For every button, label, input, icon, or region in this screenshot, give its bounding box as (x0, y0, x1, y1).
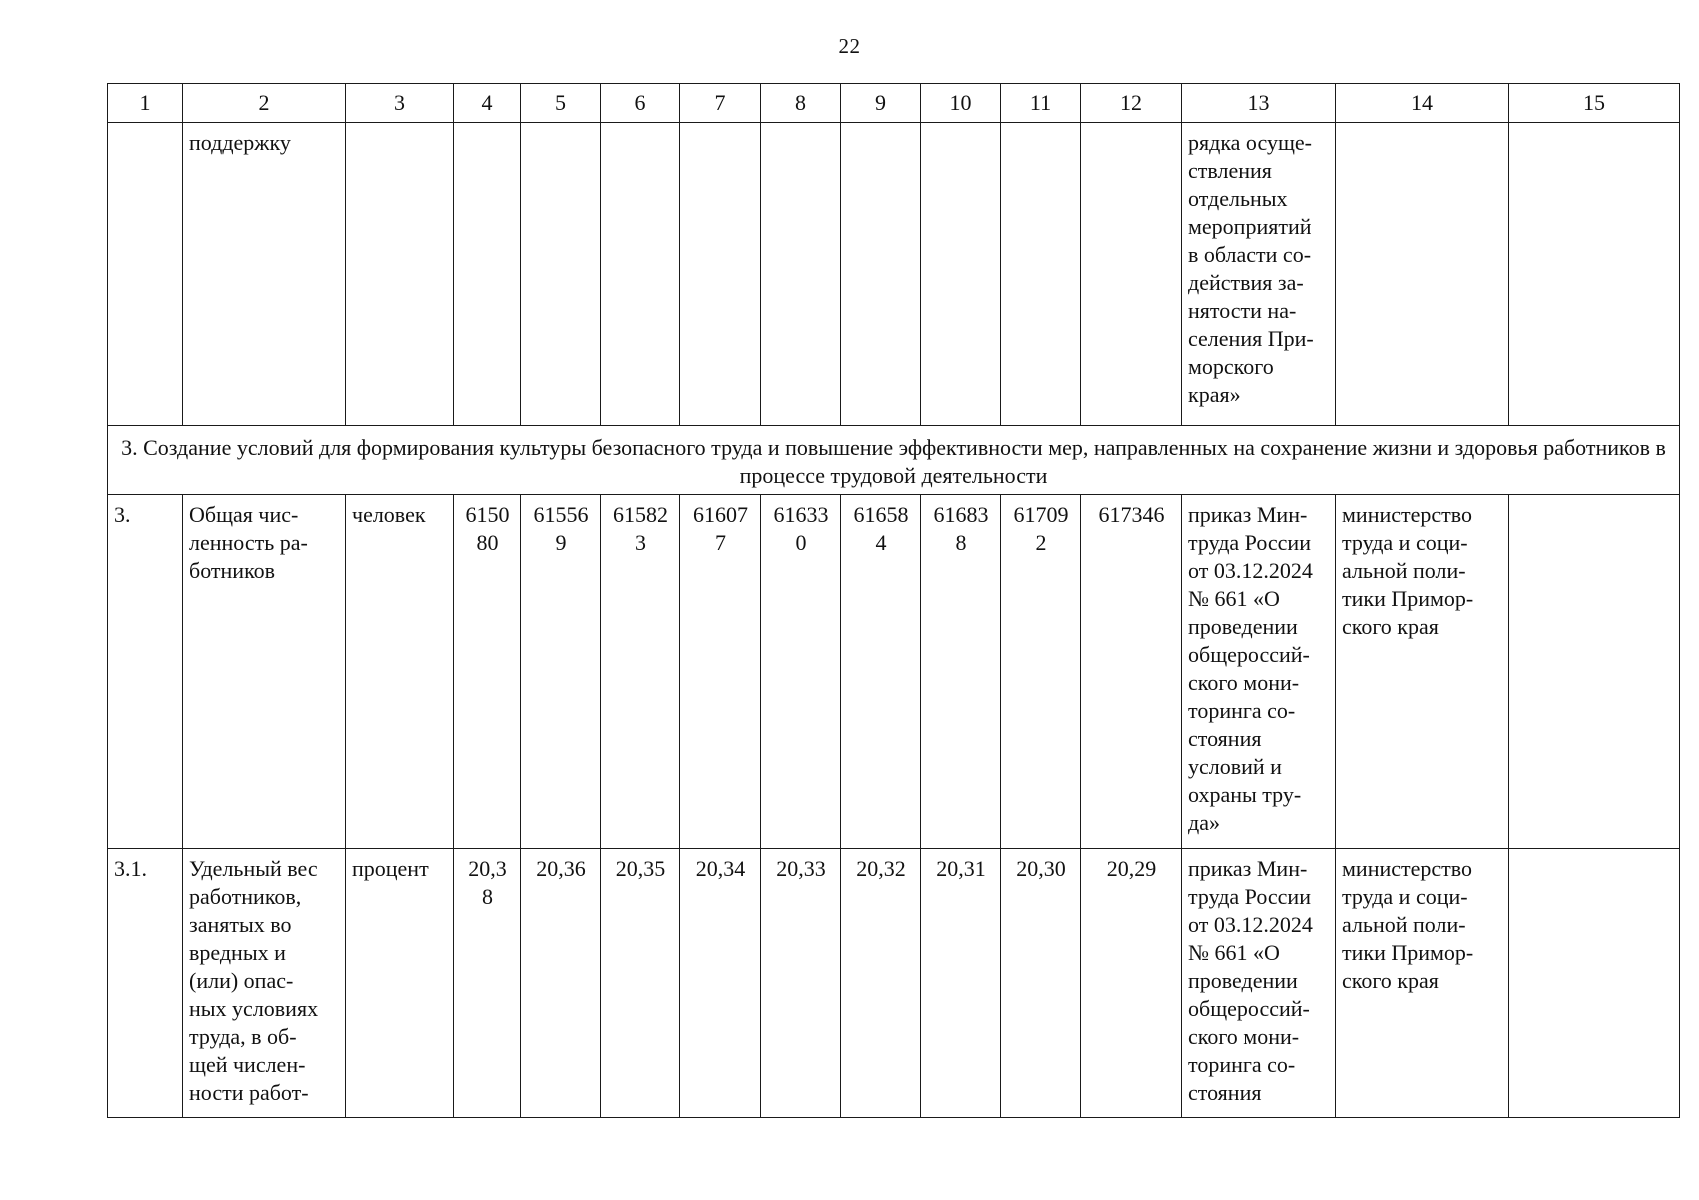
value-line: 20,29 (1106, 856, 1157, 881)
notes-cell (1509, 495, 1680, 849)
section-heading-row (108, 426, 1680, 495)
value-line: 20,35 (615, 856, 666, 881)
column-header: 2 (183, 84, 346, 123)
value-line: 8 (955, 530, 967, 555)
text-line: отдельных (1188, 186, 1288, 211)
value-line: 61658 (853, 502, 909, 527)
column-header: 10 (921, 84, 1001, 123)
source-cell (1182, 849, 1336, 1118)
value-line: 80 (476, 530, 499, 555)
column-header: 3 (346, 84, 454, 123)
value-cell (601, 495, 680, 849)
value-line: 9 (555, 530, 567, 555)
text-line: занятых во (189, 912, 292, 937)
text-line: охраны тру- (1188, 782, 1302, 807)
value-line: 61607 (693, 502, 748, 527)
value-cell (841, 849, 921, 1118)
unit-cell: процент (346, 849, 454, 1118)
text-line: щей числен- (189, 1052, 306, 1077)
value-line: 61633 (773, 502, 829, 527)
column-header: 9 (841, 84, 921, 123)
value-line: 8 (482, 884, 493, 909)
indicator-name (183, 495, 346, 849)
column-header: 8 (761, 84, 841, 123)
value-cell (454, 849, 521, 1118)
indicator-name (183, 849, 346, 1118)
text-line: приказ Мин- (1188, 502, 1308, 527)
continuation-source-cell (1182, 123, 1336, 426)
text-line: тики Примор- (1342, 940, 1474, 965)
notes-cell (1509, 849, 1680, 1118)
continuation-name-cell: поддержку (183, 123, 346, 426)
text-line: нятости на- (1188, 298, 1297, 323)
text-line: тики Примор- (1342, 586, 1474, 611)
text-line: труда и соци- (1342, 530, 1468, 555)
value-line: 61556 (533, 502, 589, 527)
text-line: мероприятий (1188, 214, 1312, 239)
column-header: 6 (601, 84, 680, 123)
value-cell (921, 849, 1001, 1118)
cell-empty (108, 123, 183, 426)
text-line: торинга со- (1188, 1052, 1296, 1077)
column-header: 13 (1182, 84, 1336, 123)
text-line: министерство (1342, 856, 1473, 881)
indicators-table (107, 83, 1680, 1118)
value-line: 20,34 (695, 856, 746, 881)
responsible-cell (1336, 495, 1509, 849)
value-line: 2 (1035, 530, 1047, 555)
text-line: да» (1188, 810, 1220, 835)
value-line: 7 (715, 530, 726, 555)
source-cell (1182, 495, 1336, 849)
cell-empty (346, 123, 454, 426)
text-line: ского мони- (1188, 1024, 1300, 1049)
column-header: 15 (1509, 84, 1680, 123)
value-line: 20,36 (536, 856, 586, 881)
column-number-row (108, 84, 1680, 123)
text-line: проведении (1188, 968, 1298, 993)
value-cell (1081, 495, 1182, 849)
text-line: от 03.12.2024 (1188, 558, 1313, 583)
value-cell (521, 495, 601, 849)
cell-empty (601, 123, 680, 426)
cell-empty (1001, 123, 1081, 426)
text-line: общероссий- (1188, 642, 1310, 667)
text-line: альной поли- (1342, 558, 1466, 583)
row-number: 3. (108, 495, 183, 849)
value-line: 20,30 (1016, 856, 1066, 881)
cell-empty (761, 123, 841, 426)
text-line: труда, в об- (189, 1024, 297, 1049)
value-cell (601, 849, 680, 1118)
text-line: действия за- (1188, 270, 1304, 295)
text-line: (или) опас- (189, 968, 294, 993)
text-line: рядка осуще- (1188, 130, 1312, 155)
value-cell (680, 849, 761, 1118)
section-heading: 3. Создание условий для формирования культуры безопасного труда и повышение эффективности мер, направленных на сохранение жизни и здоровья работников в процессе трудовой деятельности (108, 426, 1680, 495)
value-line: 3 (635, 530, 646, 555)
continuation-row (108, 123, 1680, 426)
text-line: от 03.12.2024 (1188, 912, 1313, 937)
cell-empty (1081, 123, 1182, 426)
text-line: вредных и (189, 940, 286, 965)
text-line: ботников (189, 558, 276, 583)
value-cell (1081, 849, 1182, 1118)
value-line: 6150 (465, 502, 510, 527)
text-line: труда России (1188, 884, 1311, 909)
value-cell (1001, 849, 1081, 1118)
value-cell (680, 495, 761, 849)
value-line: 4 (875, 530, 887, 555)
cell-empty (1509, 123, 1680, 426)
page-number: 22 (838, 34, 861, 58)
cell-empty (1336, 123, 1509, 426)
column-header: 5 (521, 84, 601, 123)
text-line: Общая чис- (189, 502, 299, 527)
cell-empty (841, 123, 921, 426)
text-line: ствления (1188, 158, 1272, 183)
text-line: стояния (1188, 1080, 1262, 1105)
text-line: № 661 «О (1188, 940, 1280, 965)
column-header: 14 (1336, 84, 1509, 123)
value-cell (454, 495, 521, 849)
text-line: ленность ра- (189, 530, 308, 555)
value-cell (921, 495, 1001, 849)
text-line: труда России (1188, 530, 1311, 555)
unit-cell: человек (346, 495, 454, 849)
text-line: ского края (1342, 614, 1439, 639)
row-number: 3.1. (108, 849, 183, 1118)
value-cell (521, 849, 601, 1118)
text-line: общероссий- (1188, 996, 1310, 1021)
value-line: 20,32 (856, 856, 906, 881)
column-header: 12 (1081, 84, 1182, 123)
text-line: № 661 «О (1188, 586, 1280, 611)
column-header: 4 (454, 84, 521, 123)
value-line: 20,3 (468, 856, 507, 881)
text-line: приказ Мин- (1188, 856, 1308, 881)
column-header: 11 (1001, 84, 1081, 123)
text-line: края» (1188, 382, 1241, 407)
value-line: 61709 (1013, 502, 1069, 527)
text-line: альной поли- (1342, 912, 1466, 937)
cell-empty (680, 123, 761, 426)
text-line: Удельный вес (189, 856, 318, 881)
value-line: 61582 (613, 502, 668, 527)
text-line: ных условиях (189, 996, 319, 1021)
text-line: стояния (1188, 726, 1262, 751)
value-cell (761, 495, 841, 849)
indicator-row (108, 849, 1680, 1118)
indicator-row (108, 495, 1680, 849)
text-line: в области со- (1188, 242, 1312, 267)
text-line: труда и соци- (1342, 884, 1468, 909)
value-line: 61683 (933, 502, 989, 527)
column-header: 7 (680, 84, 761, 123)
value-cell (1001, 495, 1081, 849)
cell-empty (921, 123, 1001, 426)
text-line: условий и (1188, 754, 1282, 779)
value-line: 0 (795, 530, 807, 555)
text-line: торинга со- (1188, 698, 1296, 723)
value-cell (761, 849, 841, 1118)
text-line: ности работ- (189, 1080, 309, 1105)
cell-empty (521, 123, 601, 426)
value-line: 20,31 (936, 856, 986, 881)
responsible-cell (1336, 849, 1509, 1118)
text-line: селения При- (1188, 326, 1314, 351)
text-line: морского (1188, 354, 1274, 379)
text-line: ского мони- (1188, 670, 1300, 695)
value-line: 617346 (1098, 502, 1165, 527)
text-line: проведении (1188, 614, 1298, 639)
column-header: 1 (108, 84, 183, 123)
text-line: ского края (1342, 968, 1439, 993)
text-line: работников, (189, 884, 302, 909)
cell-empty (454, 123, 521, 426)
value-line: 20,33 (776, 856, 826, 881)
value-cell (841, 495, 921, 849)
text-line: министерство (1342, 502, 1473, 527)
